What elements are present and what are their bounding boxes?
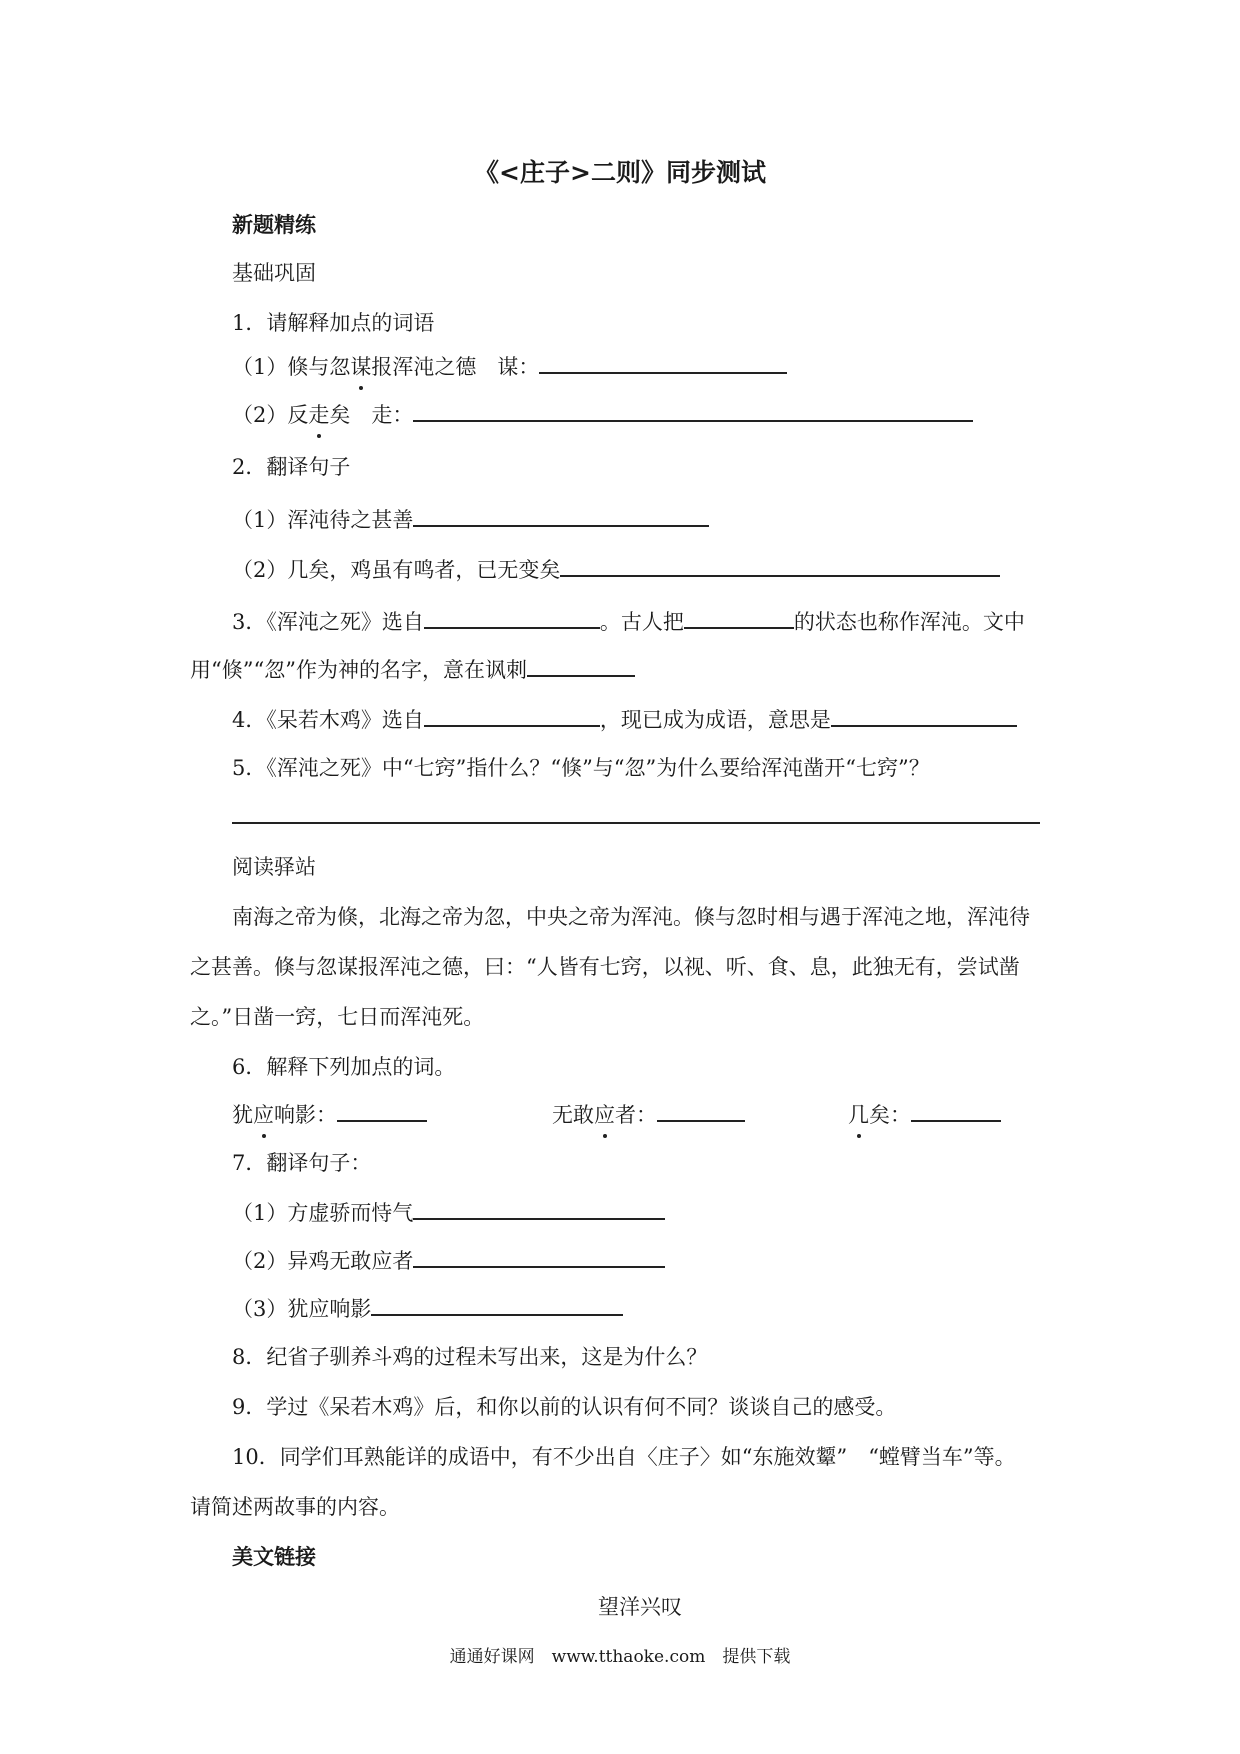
- question-2-a: [232, 503, 709, 535]
- answer-line[interactable]: [232, 822, 1040, 824]
- answer-blank[interactable]: [424, 703, 600, 727]
- text-fragment: （1）倏与忽: [232, 355, 351, 379]
- answer-blank[interactable]: [337, 1098, 427, 1122]
- passage-line: 之。”日凿一窍，七日而浑沌死。: [190, 1005, 485, 1029]
- section-heading-new: 新题精练: [232, 213, 316, 237]
- answer-blank[interactable]: [684, 605, 794, 629]
- article-title: 望洋兴叹: [598, 1595, 682, 1619]
- text-fragment: 3．《浑沌之死》选自: [232, 610, 424, 634]
- answer-blank[interactable]: [371, 1292, 623, 1316]
- text-fragment: 矣：: [869, 1103, 911, 1127]
- text-fragment: 响影：: [274, 1103, 337, 1127]
- question-2-b: [232, 553, 1000, 585]
- dotted-word: 应: [594, 1100, 615, 1130]
- answer-blank[interactable]: [657, 1098, 745, 1122]
- question-2-stem: 2．翻译句子: [232, 455, 351, 479]
- text-fragment: （1）方虚骄而恃气: [232, 1201, 414, 1225]
- text-fragment: 无敢: [552, 1103, 594, 1127]
- question-8: 8．纪省子驯养斗鸡的过程未写出来，这是为什么？: [232, 1345, 708, 1369]
- text-fragment: 犹: [232, 1103, 253, 1127]
- text-fragment: （1）浑沌待之甚善: [232, 508, 414, 532]
- question-7-stem: 7．翻译句子：: [232, 1151, 372, 1175]
- section-heading-link: 美文链接: [232, 1545, 316, 1569]
- answer-blank[interactable]: [560, 553, 1000, 577]
- answer-blank[interactable]: [831, 703, 1017, 727]
- question-6-b: [552, 1098, 745, 1130]
- answer-blank[interactable]: [413, 503, 709, 527]
- text-fragment: （2）异鸡无敢应者: [232, 1249, 414, 1273]
- question-9: 9．学过《呆若木鸡》后，和你以前的认识有何不同？谈谈自己的感受。: [232, 1395, 897, 1419]
- text-fragment: 。古人把: [599, 610, 684, 634]
- section-heading-reading: 阅读驿站: [232, 855, 316, 879]
- text-fragment: 矣 走：: [329, 403, 414, 427]
- text-fragment: 报浑沌之德 谋：: [371, 355, 540, 379]
- dotted-word: 应: [253, 1100, 274, 1130]
- question-3-line-1: [232, 605, 1025, 637]
- passage-line: 之甚善。倏与忽谋报浑沌之德，曰：“人皆有七窍，以视、听、食、息，此独无有，尝试凿: [190, 955, 1020, 979]
- question-3-line-2: [190, 653, 635, 685]
- text-fragment: ，现已成为成语，意思是: [599, 708, 831, 732]
- answer-blank[interactable]: [911, 1098, 1001, 1122]
- dotted-word: 几: [848, 1100, 869, 1130]
- answer-blank[interactable]: [539, 350, 787, 374]
- text-fragment: （3）犹应响影: [232, 1297, 372, 1321]
- question-5: 5．《浑沌之死》中“七窍”指什么？“倏”与“忽”为什么要给浑沌凿开“七窍”？: [232, 756, 930, 780]
- question-1-a: [232, 350, 787, 382]
- text-fragment: （2）反: [232, 403, 309, 427]
- question-6-c: [848, 1098, 1001, 1130]
- question-10-line-2: 请简述两故事的内容。: [190, 1495, 400, 1519]
- text-fragment: 4．《呆若木鸡》选自: [232, 708, 424, 732]
- answer-blank[interactable]: [413, 398, 973, 422]
- answer-blank[interactable]: [527, 653, 635, 677]
- question-1-stem: 1．请解释加点的词语: [232, 311, 435, 335]
- question-7-b: [232, 1244, 665, 1276]
- text-fragment: 用“倏”“忽”作为神的名字，意在讽刺: [190, 658, 527, 682]
- section-heading-basic: 基础巩固: [232, 261, 316, 285]
- question-1-b: [232, 398, 973, 430]
- text-fragment: 的状态也称作浑沌。文中: [793, 610, 1025, 634]
- answer-blank[interactable]: [413, 1244, 665, 1268]
- page-title: 《<庄子>二则》同步测试: [474, 158, 766, 187]
- dotted-word: 谋: [350, 352, 371, 382]
- page-footer: 通通好课网 www.tthaoke.com 提供下载: [449, 1647, 791, 1667]
- answer-blank[interactable]: [424, 605, 600, 629]
- question-4: [232, 703, 1017, 735]
- question-6-stem: 6．解释下列加点的词。: [232, 1055, 456, 1079]
- text-fragment: （2）几矣，鸡虽有鸣者，已无变矣: [232, 558, 561, 582]
- dotted-word: 走: [308, 400, 329, 430]
- answer-blank[interactable]: [413, 1196, 665, 1220]
- question-10-line-1: 10．同学们耳熟能详的成语中，有不少出自〈庄子〉如“东施效颦” “螳臂当车”等。: [232, 1445, 1016, 1469]
- question-7-a: [232, 1196, 665, 1228]
- question-7-c: [232, 1292, 623, 1324]
- passage-line: 南海之帝为倏，北海之帝为忽，中央之帝为浑沌。倏与忽时相与遇于浑沌之地，浑沌待: [232, 905, 1030, 929]
- question-6-a: [232, 1098, 427, 1130]
- text-fragment: 者：: [615, 1103, 657, 1127]
